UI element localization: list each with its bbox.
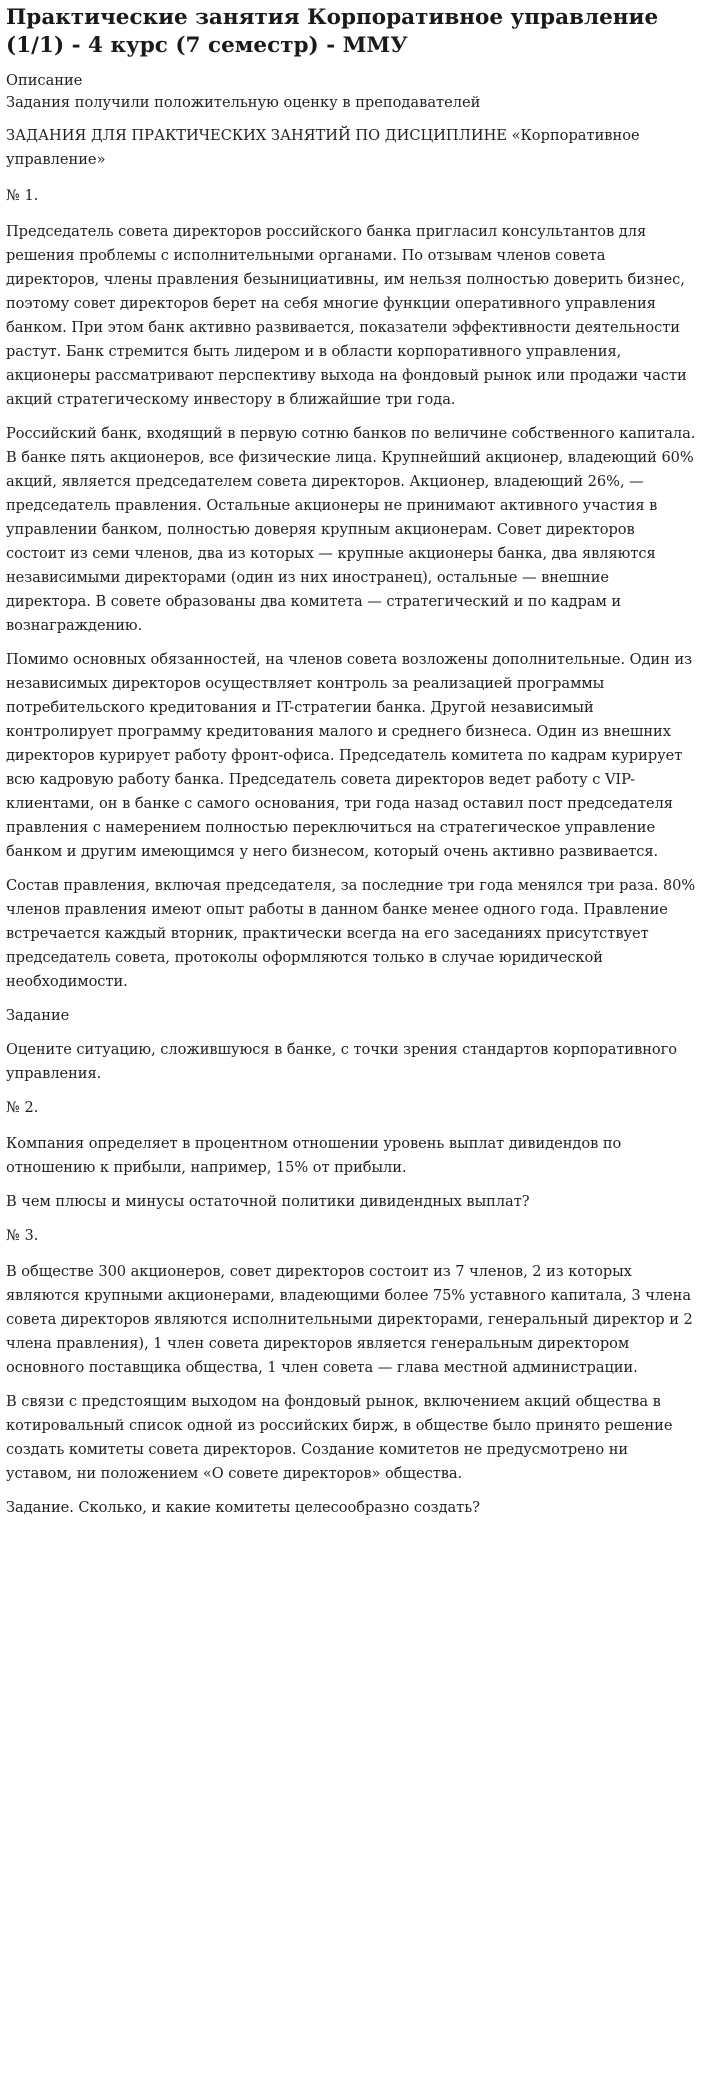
assignments-heading: ЗАДАНИЯ ДЛЯ ПРАКТИЧЕСКИХ ЗАНЯТИЙ ПО ДИСЦИПЛИНЕ «Корпоративное управление» — [6, 127, 640, 168]
task-3-number: № 3. — [6, 1227, 39, 1244]
task-2-number: № 2. — [6, 1099, 39, 1116]
task-1-paragraph: Председатель совета директоров российского банка пригласил консультантов для решения проблемы с исполнительными органами. По отзывам членов совета директоров, члены правления безынициативны, им нельзя полностью доверить бизнес, поэтому совет директоров берет на себя многие функции оперативного управления банком. При этом банк активно развивается, показатели эффективности деятельности растут. Банк стремится быть лидером и в области корпоративного управления, акционеры рассматривают перспективу выхода на фондовый рынок или продажи части акций стратегическому инвестору в ближайшие три года. — [6, 223, 687, 408]
task-1-paragraph: Состав правления, включая председателя, за последние три года менялся три раза. 80% членов правления имеют опыт работы в данном банке менее одного года. Правление встречается каждый вторник, практически всегда на его заседаниях присутствует председатель совета, протоколы оформляются только в случае юридической необходимости. — [6, 877, 696, 990]
task-2-paragraph: Компания определяет в процентном отношении уровень выплат дивидендов по отношению к прибыли, например, 15% от прибыли. — [6, 1135, 622, 1176]
description-label: Описание — [6, 72, 83, 89]
task-1-paragraph: Помимо основных обязанностей, на членов совета возложены дополнительные. Один из независимых директоров осуществляет контроль за реализацией программы потребительского кредитования и IT-стратегии банка. Другой независимый контролирует программу кредитования малого и среднего бизнеса. Один из внешних директоров курирует работу фронт-офиса. Председатель комитета по кадрам курирует всю кадровую работу банка. Председатель совета директоров ведет работу с VIP-клиентами, он в банке с самого основания, три года назад оставил пост председателя правления с намерением полностью переключиться на стратегическое управление банком и другим имеющимся у него бизнесом, который очень активно развивается. — [6, 651, 693, 860]
task-3 — [6, 1224, 696, 1520]
task-3-paragraph: В обществе 300 акционеров, совет директоров состоит из 7 членов, 2 из которых являются крупными акционерами, владеющими более 75% уставного капитала, 3 члена совета директоров являются исполнительными директорами, генеральный директор и 2 члена правления), 1 член совета директоров является генеральным директором основного поставщика общества, 1 член совета — глава местной администрации. — [6, 1263, 693, 1376]
task-1-paragraph: Российский банк, входящий в первую сотню банков по величине собственного капитала. В банке пять акционеров, все физические лица. Крупнейший акционер, владеющий 60% акций, является председателем совета директоров. Акционер, владеющий 26%, — председатель правления. Остальные акционеры не принимают активного участия в управлении банком, полностью доверяя крупным акционерам. Совет директоров состоит из семи членов, два из которых — крупные акционеры банка, два являются независимыми директорами (один из них иностранец), остальные — внешние директора. В совете образованы два комитета — стратегический и по кадрам и вознаграждению. — [6, 425, 696, 634]
approval-note: Задания получили положительную оценку в преподавателей — [6, 94, 481, 111]
task-1 — [6, 184, 696, 1086]
task-3-paragraph: В связи с предстоящим выходом на фондовый рынок, включением акций общества в котировальный список одной из российских бирж, в обществе было принято решение создать комитеты совета директоров. Создание комитетов не предусмотрено ни уставом, ни положением «О совете директоров» общества. — [6, 1393, 673, 1482]
task-1-assignment-label: Задание — [6, 1007, 70, 1024]
task-2 — [6, 1096, 696, 1214]
task-3-assignment: Задание. Сколько, и какие комитеты целесообразно создать? — [6, 1499, 480, 1516]
task-2-question: В чем плюсы и минусы остаточной политики дивидендных выплат? — [6, 1193, 530, 1210]
task-1-number: № 1. — [6, 187, 39, 204]
page-title: Практические занятия Корпоративное управление (1/1) - 4 курс (7 семестр) - ММУ — [6, 5, 659, 58]
task-1-assignment: Оцените ситуацию, сложившуюся в банке, с точки зрения стандартов корпоративного управления. — [6, 1041, 678, 1082]
